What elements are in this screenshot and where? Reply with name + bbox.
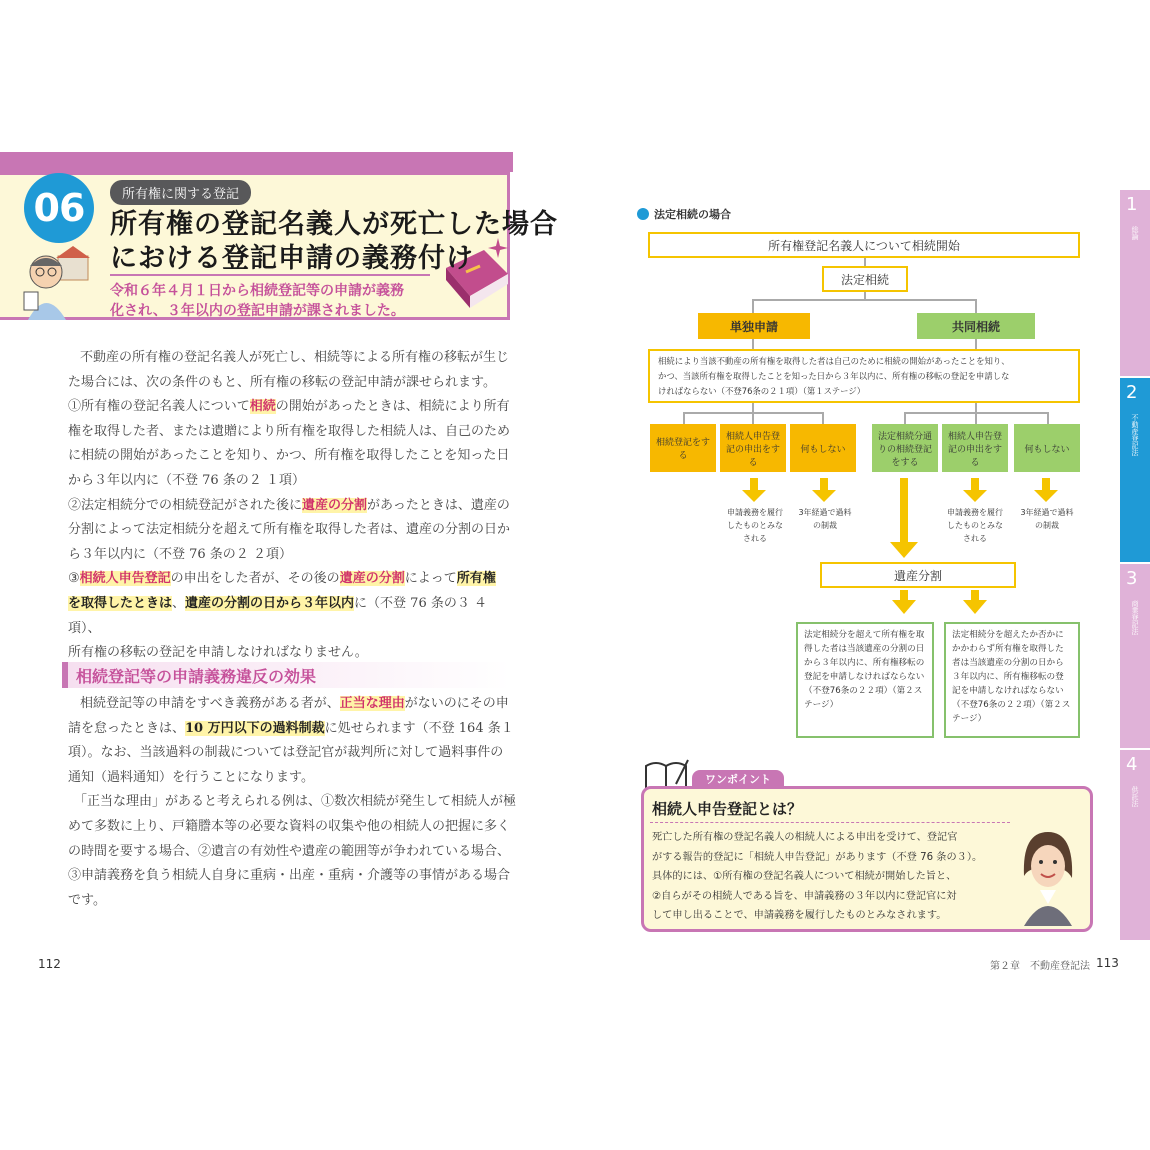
option-houtei-touki: 法定相続分通りの相続登記をする [872,424,938,472]
chart-label: 法定相続の場合 [654,208,731,221]
chapter-tab-4[interactable]: 4 供託法 [1120,750,1150,940]
page-number-left: 112 [38,957,61,971]
section-heading: 相続登記等の申請義務違反の効果 [62,662,510,688]
result-penalty-a: 3年経過で過料の制裁 [798,508,852,530]
category-label: 所有権に関する登記 [110,180,251,205]
woman-illustration [1016,826,1078,926]
option-souzoku-touki: 相続登記をする [650,424,716,472]
page-number-right: 113 [1096,956,1119,970]
onepoint-label: ワンポイント [692,770,784,788]
option-nothing-b: 何もしない [1014,424,1080,472]
flow-isan-box: 遺産分割 [820,562,1016,588]
condition-1: ①所有権の登記名義人について相続の開始があったときは、相続により所有 [68,399,510,415]
final-box-left: 法定相続分を超えて所有権を取得した者は当該遺産の分割の日から３年以内に、所有権移転の登記を申請しなければならない（不登76条の２２項）（第２ステージ） [796,622,934,738]
onepoint-title: 相続人申告登記とは？ [652,800,803,818]
penalty-paragraph: 相続登記等の申請をすべき義務がある者が、正当な理由がないのにその申 請を怠ったときは、10 万円以下の過料制裁に処せられます（不登 164 条１ 項）。なお、当該過料の制裁については登記官が裁判所に対して過料事件の 通知（過料通知）を行うことになります。 「正当な理由」があると考えられる例は、①数次相続が発生して相続人が極 めて多数に上り、戸籍謄本等の必要な資料の収集や他の相続人の把握に多く の時間を要する場合、②遺言の有効性や遺産の範囲等が争われている場合、 ③申請義務を負う相続人自身に重病・出産・重病・介護等の事情がある場合 です。 [68,696,517,908]
page-title: 所有権の登記名義人が死亡した場合 [110,209,558,240]
condition-3: ③相続人申告登記の申出をした者が、その後の遺産の分割によって所有権 [68,571,496,587]
teacher-illustration [18,246,94,320]
intro-paragraph: 不動産の所有権の登記名義人が死亡し、相続等による所有権の移転が生じ た場合には、次の条件のもと、所有権の移転の登記申請が課せられます。 ①所有権の登記名義人について相続の開始があったときは、相続により所有 権を取得した者、または遺贈により所有権を取得した相続人は、自己のため に相続の開始があったことを知り、かつ、所有権を取得したことを知った日 から３年以内に（不登 76 条の２ １項） ②法定相続分での相続登記がされた後に遺産の分割があったときは、遺産の 分割によって法定相続分を超えて所有権を取得した者は、遺産の分割の日か ら３年以内に（不登 76 条の２ ２項） ③相続人申告登記の申出をした者が、その後の遺産の分割によって所有権 を取得したときは、遺産の分割の日から３年以内に（不登 76 条の３ ４項）、 所有権の移転の登記を申請しなければなりません。 [68,346,518,666]
chapter-tab-3[interactable]: 3 商業登記法 [1120,564,1150,748]
title-divider [110,274,430,276]
flow-houtei-box: 法定相続 [822,266,908,292]
flow-kyoudou-box: 共同相続 [917,313,1035,339]
subtitle: 令和６年４月１日から相続登記等の申請が義務 [110,283,404,299]
chapter-footer: 第２章 不動産登記法 [990,961,1090,972]
flow-tandoku-box: 単独申請 [698,313,810,339]
chart-bullet-icon [637,208,649,220]
onepoint-body: 死亡した所有権の登記名義人の相続人による申出を受けて、登記官 がする報告的登記に「相続人申告登記」があります（不登 76 条の３）。 具体的には、①所有権の登記名義人について相続が開始した旨と、 ②自らがその相続人である旨を、申請義務の３年以内に登記官に対 して申し出ることで、申請義務を履行したものとみなされます。 [652,832,983,922]
option-shinkoku-touki-a: 相続人申告登記の申出をする [720,424,786,472]
section-number: 06 [24,173,94,243]
flow-condition-box: 相続により当該不動産の所有権を取得した者は自己のために相続の開始があったことを知り、 かつ、当該所有権を取得したことを知った日から３年以内に、所有権の移転の登記を申請しな ければならない（不登76条の２１項）（第１ステージ） [648,349,1080,403]
header-band [0,152,513,172]
page-title-line2: における登記申請の義務付け [110,243,474,274]
result-deemed-a: 申請義務を履行したものとみなされる [727,508,783,543]
chapter-tab-2[interactable]: 2 不動産登記法 [1120,378,1150,562]
result-deemed-b: 申請義務を履行したものとみなされる [947,508,1003,543]
flow-start-box: 所有権登記名義人について相続開始 [648,232,1080,258]
result-penalty-b: 3年経過で過料の制裁 [1020,508,1074,530]
option-nothing-a: 何もしない [790,424,856,472]
final-box-right: 法定相続分を超えたか否かにかかわらず所有権を取得した者は当該遺産の分割の日から３年以内に、所有権移転の登記を申請しなければならない（不登76条の２２項）（第２ステージ） [944,622,1080,738]
condition-2: ②法定相続分での相続登記がされた後に遺産の分割があったときは、遺産の [68,497,510,513]
chapter-tab-1[interactable]: 1 総論 [1120,190,1150,376]
onepoint-divider [650,822,1010,824]
option-shinkoku-touki-b: 相続人申告登記の申出をする [942,424,1008,472]
subtitle-line2: 化され、３年以内の登記申請が課されました。 [110,303,405,319]
